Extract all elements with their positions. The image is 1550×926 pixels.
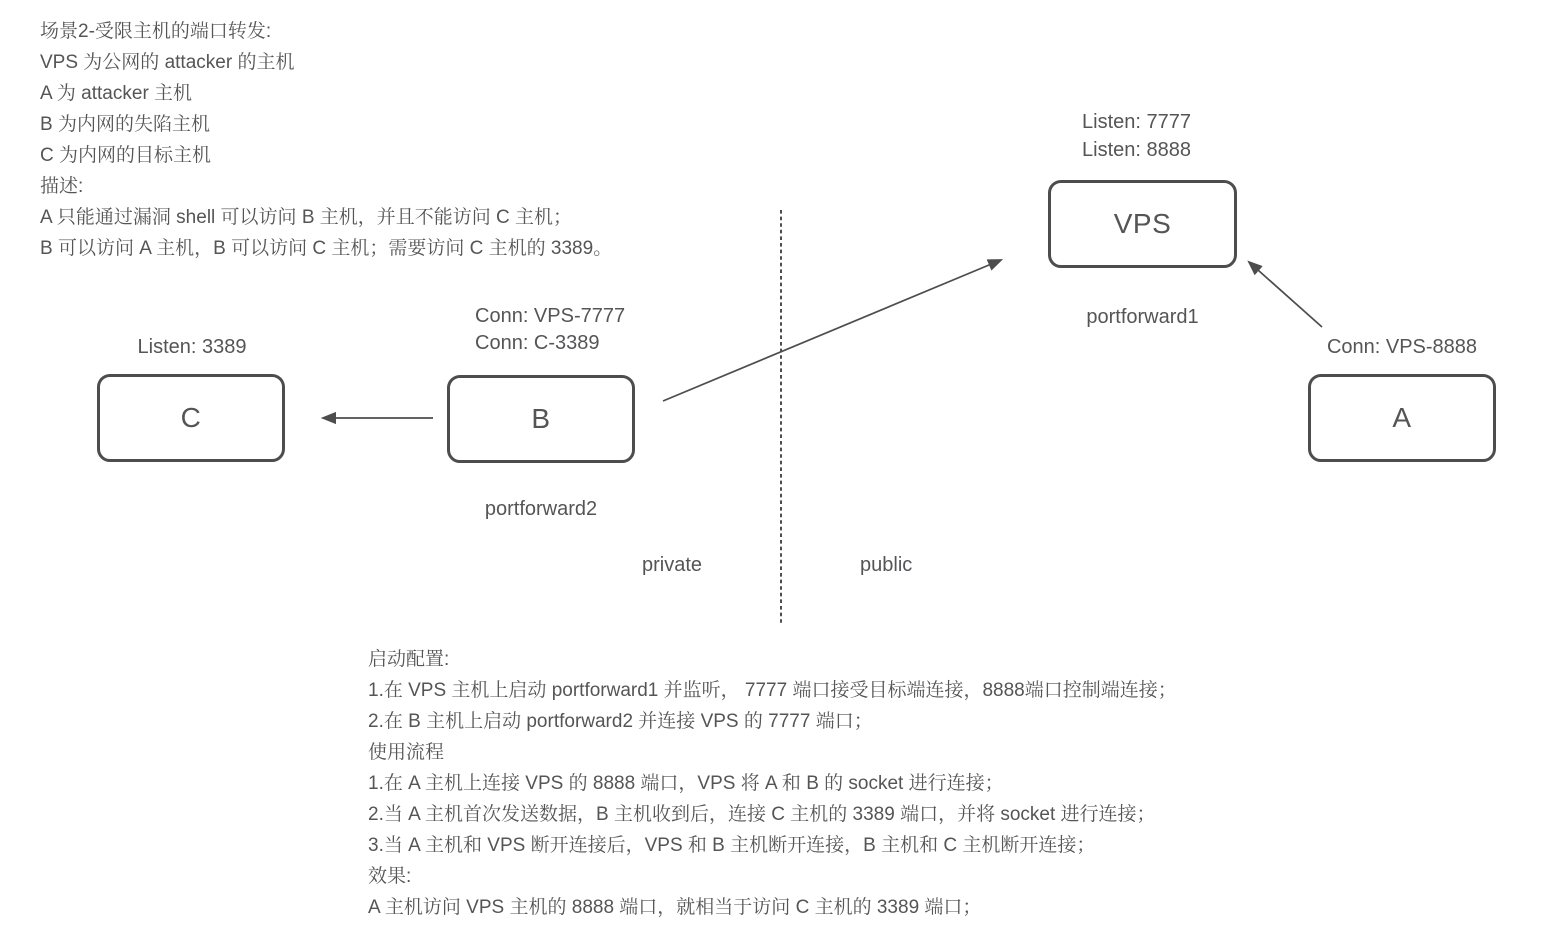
label-portforward1: portforward1 <box>1086 306 1199 328</box>
notes-line: 启动配置: <box>368 649 450 670</box>
arrow-b-to-vps <box>663 260 1001 401</box>
label-portforward2: portforward2 <box>484 498 598 520</box>
node-a <box>1308 374 1496 462</box>
scenario-line: B 为内网的失陷主机 <box>40 114 210 135</box>
label-listen-c: Listen: 3389 <box>137 336 247 358</box>
label-conn-c-3389: Conn: C-3389 <box>475 332 600 354</box>
node-a-label: A <box>1392 402 1412 433</box>
notes-line: 1.在 VPS 主机上启动 portforward1 并监听， 7777 端口接受目标端连接，8888端口控制端连接； <box>368 680 1177 701</box>
scenario-description <box>40 16 612 264</box>
label-listen-8888: Listen: 8888 <box>1082 139 1191 161</box>
label-conn-vps-7777: Conn: VPS-7777 <box>475 305 626 327</box>
scenario-line: C 为内网的目标主机 <box>40 145 212 166</box>
scenario-line: 场景2-受限主机的端口转发: <box>40 21 272 42</box>
notes-line: 2.在 B 主机上启动 portforward2 并连接 VPS 的 7777 端口； <box>368 711 873 732</box>
node-b-label: B <box>531 403 551 434</box>
usage-notes <box>368 644 1177 923</box>
node-vps-label: VPS <box>1113 208 1172 239</box>
notes-line: 1.在 A 主机上连接 VPS 的 8888 端口，VPS 将 A 和 B 的 socket 进行连接； <box>368 773 1004 794</box>
label-listen-7777: Listen: 7777 <box>1082 111 1191 133</box>
node-c <box>97 374 285 462</box>
scenario-line: B 可以访问 A 主机，B 可以访问 C 主机；需要访问 C 主机的 3389。 <box>40 238 613 259</box>
notes-line: 3.当 A 主机和 VPS 断开连接后，VPS 和 B 主机断开连接，B 主机和 C 主机断开连接； <box>368 835 1096 856</box>
notes-line: 2.当 A 主机首次发送数据，B 主机收到后，连接 C 主机的 3389 端口，并将 socket 进行连接； <box>368 804 1156 825</box>
notes-line: A 主机访问 VPS 主机的 8888 端口，就相当于访问 C 主机的 3389 端口； <box>368 897 982 918</box>
label-zone-public: public <box>860 554 913 576</box>
scenario-line: A 只能通过漏洞 shell 可以访问 B 主机，并且不能访问 C 主机； <box>40 207 573 228</box>
node-b <box>447 375 635 463</box>
arrow-a-to-vps <box>1249 262 1322 327</box>
notes-line: 效果: <box>368 866 412 887</box>
scenario-line: A 为 attacker 主机 <box>40 83 193 104</box>
scenario-line: VPS 为公网的 attacker 的主机 <box>40 52 295 73</box>
label-conn-vps-8888: Conn: VPS-8888 <box>1326 336 1478 358</box>
node-c-label: C <box>180 402 202 433</box>
scenario-line: 描述: <box>40 176 84 197</box>
notes-line: 使用流程 <box>368 742 445 763</box>
node-vps <box>1048 180 1237 268</box>
label-zone-private: private <box>642 554 703 576</box>
